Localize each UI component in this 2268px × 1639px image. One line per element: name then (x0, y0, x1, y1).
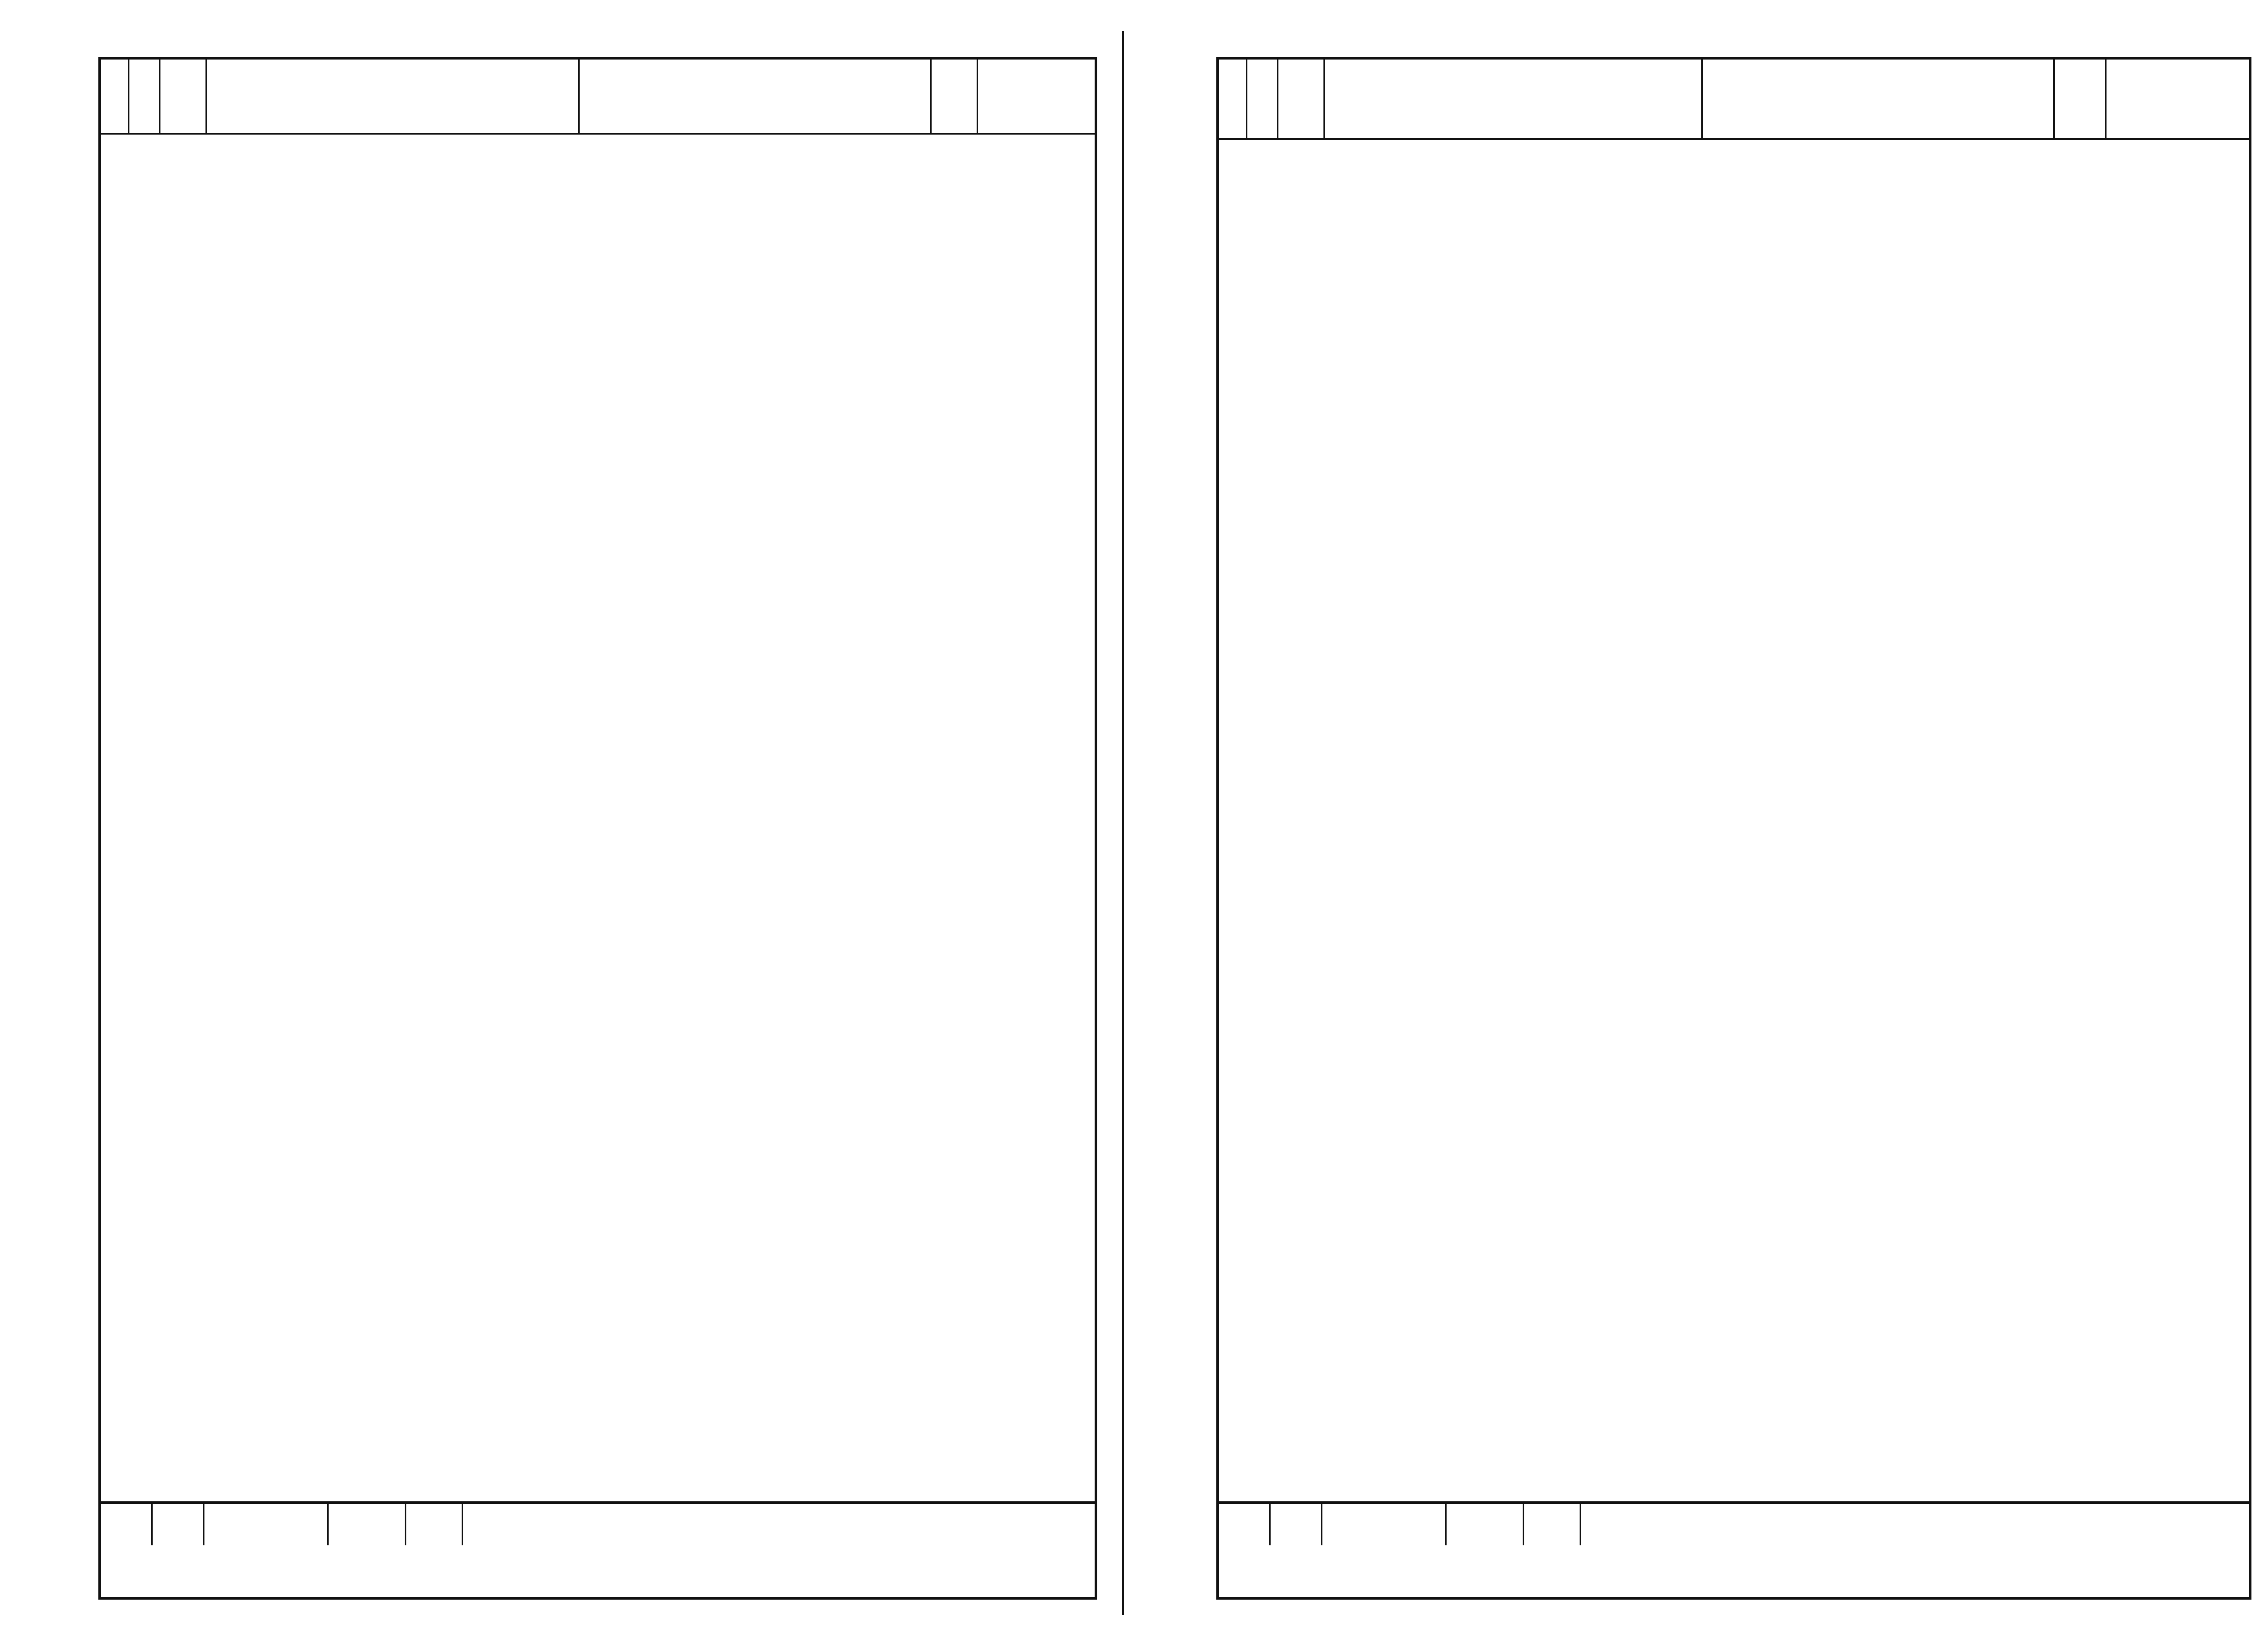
header-zone (1247, 60, 1278, 138)
header-note (2107, 60, 2251, 138)
right-stamp-grid (1219, 1504, 1581, 1545)
left-stamp (98, 1501, 1097, 1600)
header-note (978, 60, 1097, 133)
right-table-header (1216, 57, 2251, 140)
left-stamp-grid (101, 1504, 463, 1545)
left-frame (98, 57, 1097, 1600)
header-pos (160, 60, 207, 133)
header-qty (932, 60, 978, 133)
header-designation (1325, 60, 1703, 138)
left-table-header (98, 57, 1097, 135)
left-sheet (0, 0, 1123, 1639)
header-name (580, 60, 932, 133)
header-designation (207, 60, 580, 133)
header-pos (1278, 60, 1325, 138)
header-name (1703, 60, 2055, 138)
right-sheet (1133, 0, 2268, 1639)
header-qty (2055, 60, 2107, 138)
right-frame (1216, 57, 2251, 1600)
header-format (1216, 60, 1247, 138)
sheet-divider (1122, 31, 1124, 1615)
header-format (98, 60, 129, 133)
right-stamp (1216, 1501, 2251, 1600)
header-zone (129, 60, 160, 133)
